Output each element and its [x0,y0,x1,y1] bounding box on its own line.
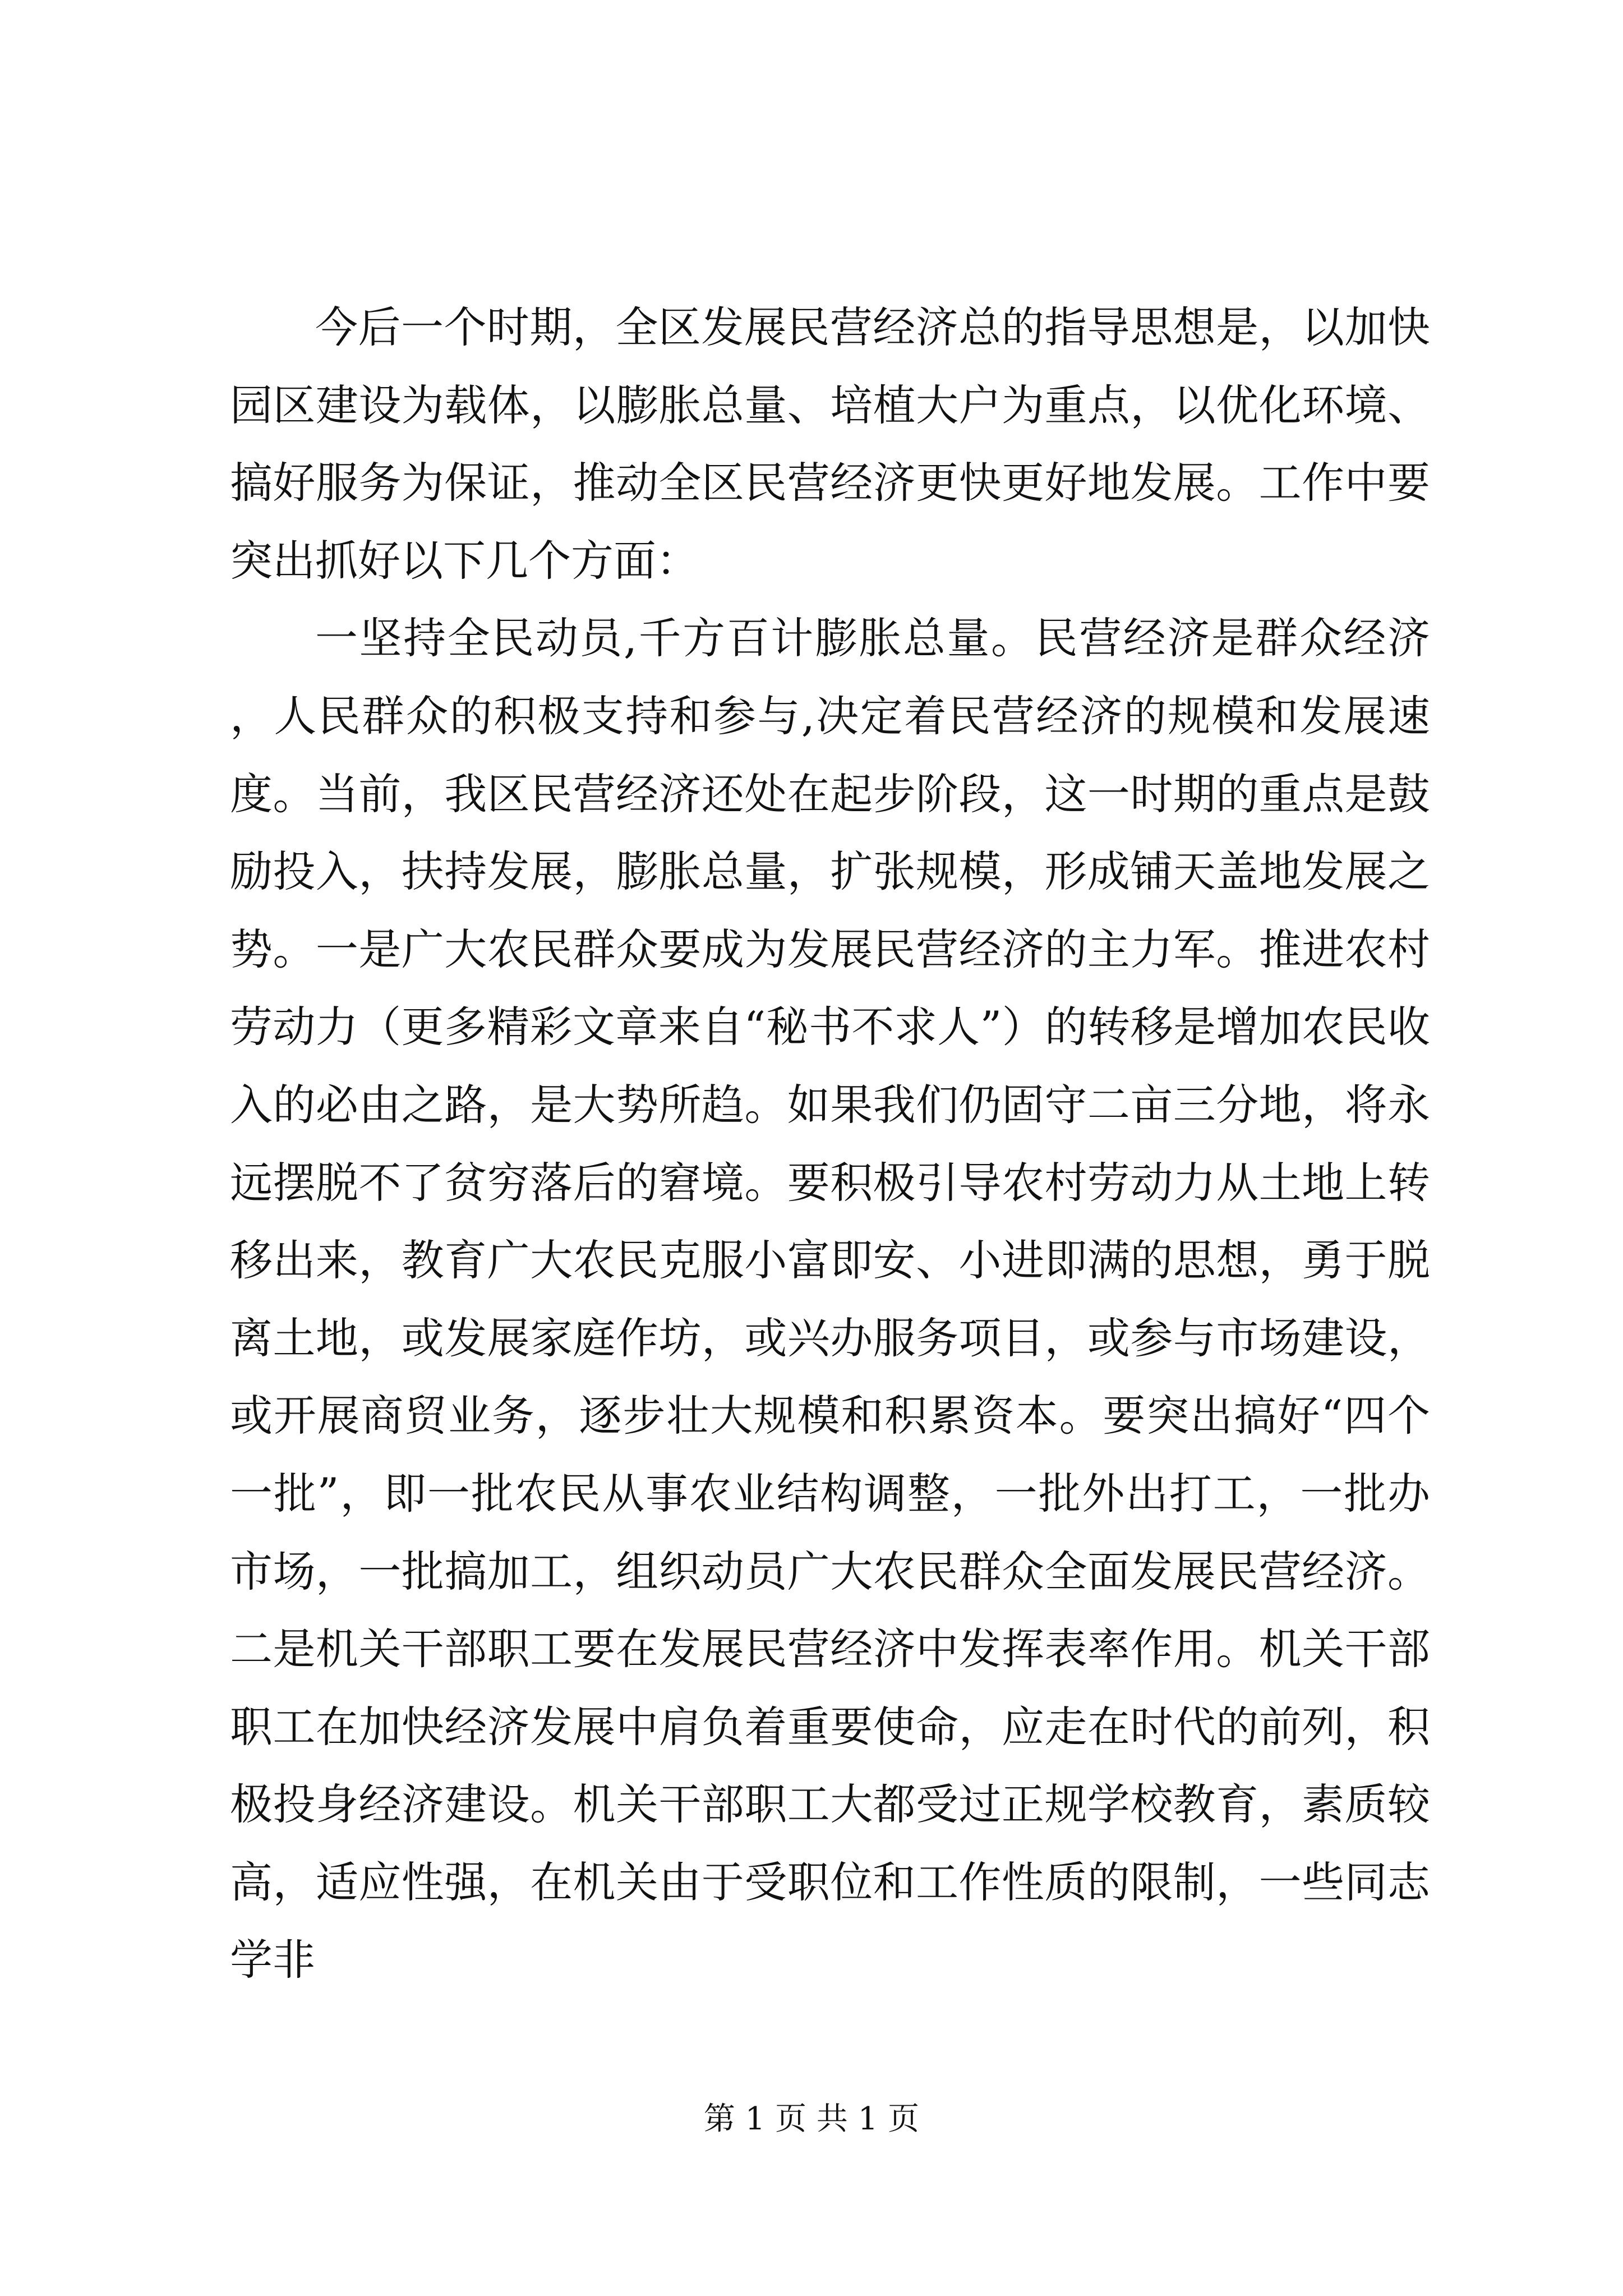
paragraph-guiding-thought: 今后一个时期，全区发展民营经济总的指导思想是，以加快园区建设为载体，以膨胀总量、培植大户为重点，以优化环境、搞好服务为保证，推动全区民营经济更快更好地发展。工作中要突出抓好以下几个方面： [230,302,1430,586]
page-footer: 第 1 页 共 1 页 [703,2101,920,2137]
document-body [230,289,1430,1999]
paragraph-mobilization: 一坚持全民动员,千方百计膨胀总量。民营经济是群众经济，人民群众的积极支持和参与,决定着民营经济的规模和发展速度。当前，我区民营经济还处在起步阶段，这一时期的重点是鼓励投入，扶持发展，膨胀总量，扩张规模，形成铺天盖地发展之势。一是广大农民群众要成为发展民营经济的主力军。推进农村劳动力（更多精彩文章来自“秘书不求人”）的转移是增加农民收入的必由之路，是大势所趋。如果我们仍固守二亩三分地，将永远摆脱不了贫穷落后的窘境。要积极引导农村劳动力从土地上转移出来，教育广大农民克服小富即安、小进即满的思想，勇于脱离土地，或发展家庭作坊，或兴办服务项目，或参与市场建设，或开展商贸业务，逐步壮大规模和积累资本。要突出搞好“四个一批”，即一批农民从事农业结构调整，一批外出打工，一批办市场，一批搞加工，组织动员广大农民群众全面发展民营经济。二是机关干部职工要在发展民营经济中发挥表率作用。机关干部职工在加快经济发展中肩负着重要使命，应走在时代的前列，积极投身经济建设。机关干部职工大都受过正规学校教育，素质较高，适应性强，在机关由于受职位和工作性质的限制，一些同志学非 [230,613,1430,1985]
